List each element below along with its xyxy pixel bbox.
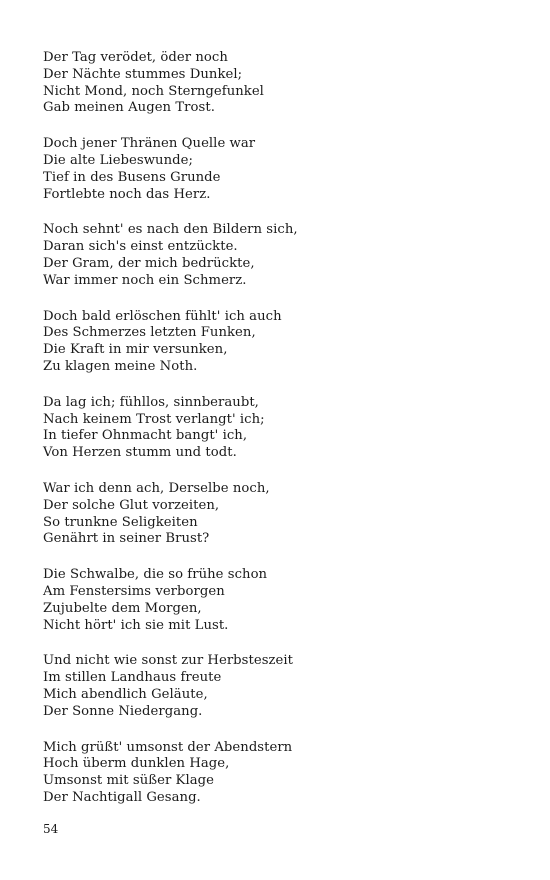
poem-line: Zujubelte dem Morgen, — [43, 600, 202, 616]
poem-line: Im stillen Landhaus freute — [43, 670, 222, 686]
poem-page — [43, 50, 523, 826]
poem-line: Nicht Mond, noch Sterngefunkel — [43, 83, 264, 99]
poem-line: Des Schmerzes letzten Funken, — [43, 325, 256, 341]
poem-line: Mich grüßt' umsonst der Abendstern — [43, 739, 293, 755]
poem-line: War ich denn ach, Derselbe noch, — [43, 480, 270, 496]
poem-line: Der Sonne Niedergang. — [43, 703, 203, 719]
stanza-2 — [43, 136, 523, 203]
poem-line: Der solche Glut vorzeiten, — [43, 497, 220, 513]
stanza-6 — [43, 481, 523, 548]
poem-line: Nach keinem Trost verlangt' ich; — [43, 411, 265, 427]
poem-line: Tief in des Busens Grunde — [43, 169, 221, 185]
stanza-3 — [43, 222, 523, 289]
poem-line: Der Tag verödet, öder noch — [43, 50, 228, 65]
poem-line: Da lag ich; fühllos, sinnberaubt, — [43, 394, 259, 410]
poem-line: Von Herzen stumm und todt. — [43, 445, 237, 461]
stanza-1 — [43, 50, 523, 117]
poem-line: Zu klagen meine Noth. — [43, 358, 198, 374]
stanza-8 — [43, 653, 523, 720]
poem-line: Und nicht wie sonst zur Herbsteszeit — [43, 653, 293, 669]
poem-line: Gab meinen Augen Trost. — [43, 100, 215, 116]
poem-line: Doch jener Thränen Quelle war — [43, 136, 256, 152]
poem-line: War immer noch ein Schmerz. — [43, 272, 247, 288]
page-number: 54 — [43, 822, 59, 836]
stanza-5 — [43, 395, 523, 462]
poem-line: Doch bald erlöschen fühlt' ich auch — [43, 308, 282, 324]
poem-line: Genährt in seiner Brust? — [43, 531, 210, 547]
stanza-7 — [43, 567, 523, 634]
poem-line: Die Kraft in mir versunken, — [43, 342, 228, 358]
poem-line: Nicht hört' ich sie mit Lust. — [43, 617, 229, 633]
stanza-9 — [43, 740, 523, 807]
poem-line: Mich abendlich Geläute, — [43, 686, 208, 702]
poem-line: Fortlebte noch das Herz. — [43, 186, 211, 202]
poem-line: Am Fenstersims verborgen — [43, 583, 225, 599]
poem-line: Der Nachtigall Gesang. — [43, 789, 201, 805]
poem-line: Daran sich's einst entzückte. — [43, 239, 238, 255]
poem-line: Die Schwalbe, die so frühe schon — [43, 567, 268, 583]
poem-line: So trunkne Seligkeiten — [43, 514, 198, 530]
poem-line: Die alte Liebeswunde; — [43, 152, 193, 168]
poem-line: Umsonst mit süßer Klage — [43, 773, 214, 789]
poem-line: Der Nächte stummes Dunkel; — [43, 66, 243, 82]
poem-line: Noch sehnt' es nach den Bildern sich, — [43, 222, 298, 238]
stanza-4 — [43, 309, 523, 376]
poem-line: Hoch überm dunklen Hage, — [43, 756, 230, 772]
poem-line: In tiefer Ohnmacht bangt' ich, — [43, 428, 248, 444]
poem-line: Der Gram, der mich bedrückte, — [43, 255, 255, 271]
